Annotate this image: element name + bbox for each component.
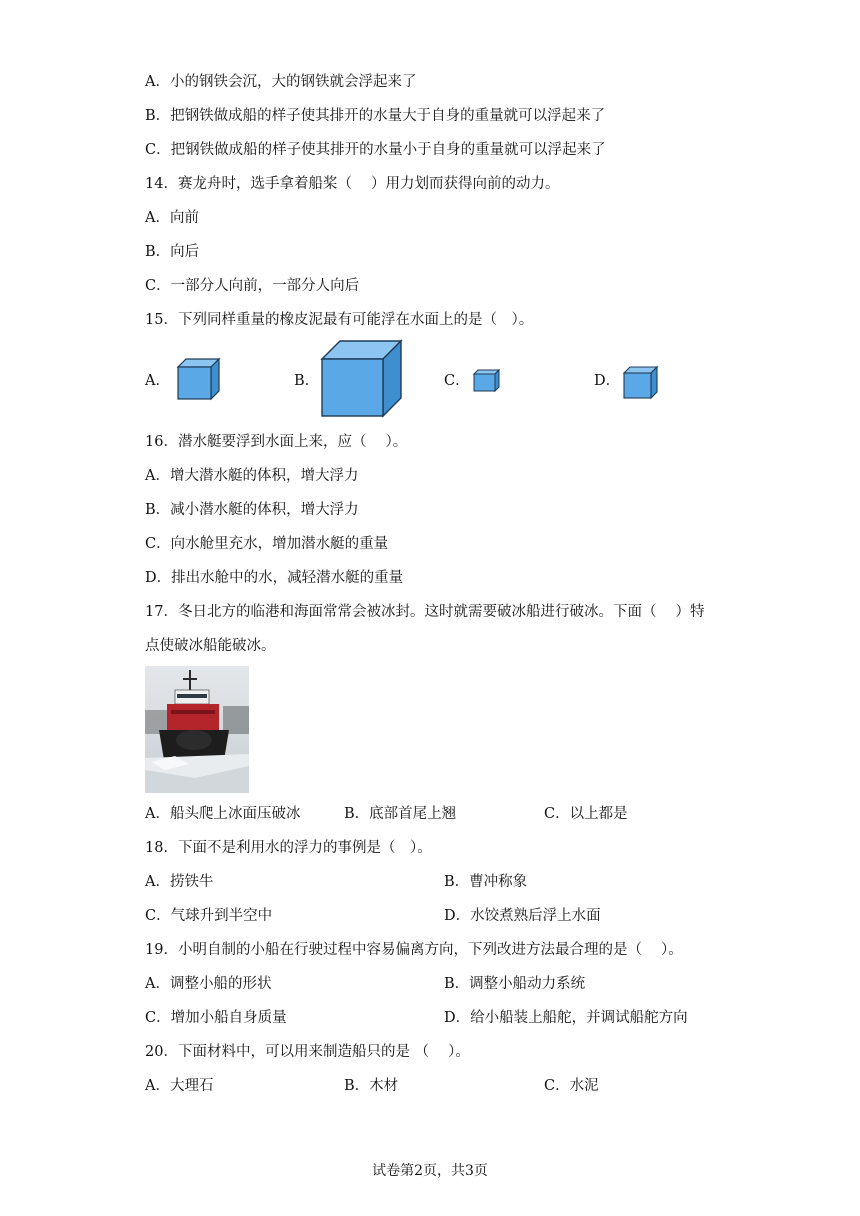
q15-cube-b bbox=[320, 339, 404, 419]
q13-option-b: B．把钢铁做成船的样子使其排开的水量大于自身的重量就可以浮起来了 bbox=[145, 108, 606, 124]
q19-option-d: D．给小船装上船舵，并调试船舵方向 bbox=[444, 1010, 688, 1026]
q17-option-c: C．以上都是 bbox=[544, 806, 628, 822]
q19-option-b: B．调整小船动力系统 bbox=[444, 976, 586, 992]
q17-option-a: A．船头爬上冰面压破冰 bbox=[145, 806, 301, 822]
q18-option-c: C．气球升到半空中 bbox=[145, 908, 273, 924]
q16-option-b: B．减小潜水艇的体积，增大浮力 bbox=[145, 502, 359, 518]
q15-cube-c bbox=[472, 368, 502, 393]
q16-option-c: C．向水舱里充水，增加潜水艇的重量 bbox=[145, 536, 389, 552]
q14-stem: 14．赛龙舟时，选手拿着船桨（ ）用力划而获得向前的动力。 bbox=[145, 176, 560, 192]
q20-option-b: B．木材 bbox=[344, 1078, 399, 1094]
q20-stem: 20．下面材料中，可以用来制造船只的是 （ ）。 bbox=[145, 1044, 470, 1060]
q20-option-c: C．水泥 bbox=[544, 1078, 599, 1094]
q16-option-a: A．增大潜水艇的体积，增大浮力 bbox=[145, 468, 359, 484]
q17-option-b: B．底部首尾上翘 bbox=[344, 806, 457, 822]
q18-stem: 18．下面不是利用水的浮力的事例是（ ）。 bbox=[145, 840, 432, 856]
q16-stem: 16．潜水艇要浮到水面上来，应（ ）。 bbox=[145, 434, 408, 450]
q15-label-a: A． bbox=[145, 373, 170, 389]
q19-stem: 19．小明自制的小船在行驶过程中容易偏离方向，下列改进方法最合理的是（ ）。 bbox=[145, 942, 683, 958]
q15-cube-d bbox=[622, 365, 659, 400]
q17-stem-line2: 点使破冰船能破冰。 bbox=[145, 638, 276, 654]
q15-label-d: D． bbox=[594, 373, 621, 389]
q15-label-b: B． bbox=[294, 373, 320, 389]
q20-option-a: A．大理石 bbox=[145, 1078, 214, 1094]
q18-option-d: D．水饺煮熟后浮上水面 bbox=[444, 908, 601, 924]
q15-label-c: C． bbox=[444, 373, 470, 389]
q19-option-a: A．调整小船的形状 bbox=[145, 976, 272, 992]
q19-option-c: C．增加小船自身质量 bbox=[145, 1010, 287, 1026]
q17-stem-line1: 17．冬日北方的临港和海面常常会被冰封。这时就需要破冰船进行破冰。下面（ ）特 bbox=[145, 604, 705, 620]
icebreaker-photo bbox=[145, 666, 249, 793]
q13-option-a: A．小的钢铁会沉，大的钢铁就会浮起来了 bbox=[145, 74, 417, 90]
q18-option-b: B．曹冲称象 bbox=[444, 874, 528, 890]
q15-cube-a bbox=[176, 357, 222, 401]
q16-option-d: D．排出水舱中的水，减轻潜水艇的重量 bbox=[145, 570, 404, 586]
q18-option-a: A．捞铁牛 bbox=[145, 874, 214, 890]
q13-option-c: C．把钢铁做成船的样子使其排开的水量小于自身的重量就可以浮起来了 bbox=[145, 142, 606, 158]
page-footer: 试卷第2页，共3页 bbox=[372, 1163, 488, 1179]
q15-stem: 15．下列同样重量的橡皮泥最有可能浮在水面上的是（ ）。 bbox=[145, 312, 534, 328]
q14-option-a: A．向前 bbox=[145, 210, 199, 226]
q14-option-c: C．一部分人向前，一部分人向后 bbox=[145, 278, 360, 294]
q14-option-b: B．向后 bbox=[145, 244, 200, 260]
